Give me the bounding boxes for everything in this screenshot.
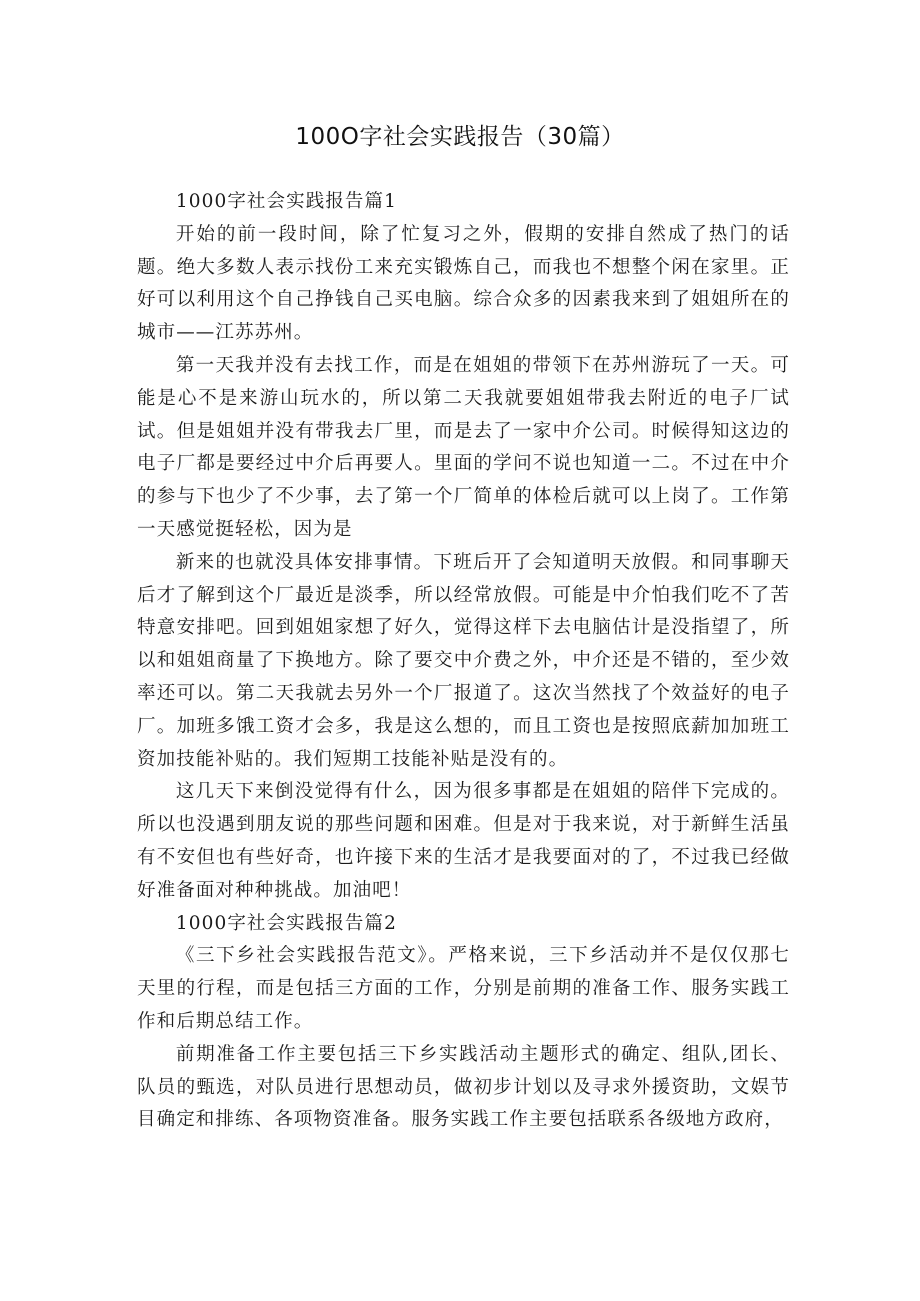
paragraph: 这几天下来倒没觉得有什么，因为很多事都是在姐姐的陪伴下完成的。所以也没遇到朋友说的那些问题和困难。但是对于我来说，对于新鲜生活虽有不安但也有些好奇，也许接下来的生活才是我要面对的了，不过我已经做好准备面对种种挑战。加油吧！ [137, 781, 790, 901]
document-body [137, 186, 790, 1137]
paragraph: 前期准备工作主要包括三下乡实践活动主题形式的确定、组队,团长、队员的甄选，对队员进行思想动员，做初步计划以及寻求外援资助，文娱节目确定和排练、各项物资准备。服务实践工作主要包括联系各级地方政府， [137, 1043, 790, 1131]
paragraph: 第一天我并没有去找工作，而是在姐姐的带领下在苏州游玩了一天。可能是心不是来游山玩水的，所以第二天我就要姐姐带我去附近的电子厂试试。但是姐姐并没有带我去厂里，而是去了一家中介公司。时候得知这边的电子厂都是要经过中介后再要人。里面的学问不说也知道一二。不过在中介的参与下也少了不少事，去了第一个厂简单的体检后就可以上岗了。工作第一天感觉挺轻松，因为是 [137, 354, 790, 540]
section-heading: 1000字社会实践报告篇1 [175, 191, 397, 212]
paragraph: 开始的前一段时间，除了忙复习之外，假期的安排自然成了热门的话题。绝大多数人表示找份工来充实锻炼自己，而我也不想整个闲在家里。正好可以利用这个自己挣钱自己买电脑。综合众多的因素我来到了姐姐所在的城市——江苏苏州。 [137, 223, 790, 344]
paragraph: 新来的也就没具体安排事情。下班后开了会知道明天放假。和同事聊天后才了解到这个厂最近是淡季，所以经常放假。可能是中介怕我们吃不了苦特意安排吧。回到姐姐家想了好久，觉得这样下去电脑估计是没指望了，所以和姐姐商量了下换地方。除了要交中介费之外，中介还是不错的，至少效率还可以。第二天我就去另外一个厂报道了。这次当然找了个效益好的电子厂。加班多饿工资才会多，我是这么想的，而且工资也是按照底薪加加班工资加技能补贴的。我们短期工技能补贴是没有的。 [137, 551, 790, 770]
section-heading: 1000字社会实践报告篇2 [175, 912, 397, 934]
paragraph: 《三下乡社会实践报告范文》。严格来说，三下乡活动并不是仅仅那七天里的行程，而是包括三方面的工作，分别是前期的准备工作、服务实践工作和后期总结工作。 [137, 945, 790, 1032]
page-title: 100O字社会实践报告（30篇） [295, 124, 625, 150]
